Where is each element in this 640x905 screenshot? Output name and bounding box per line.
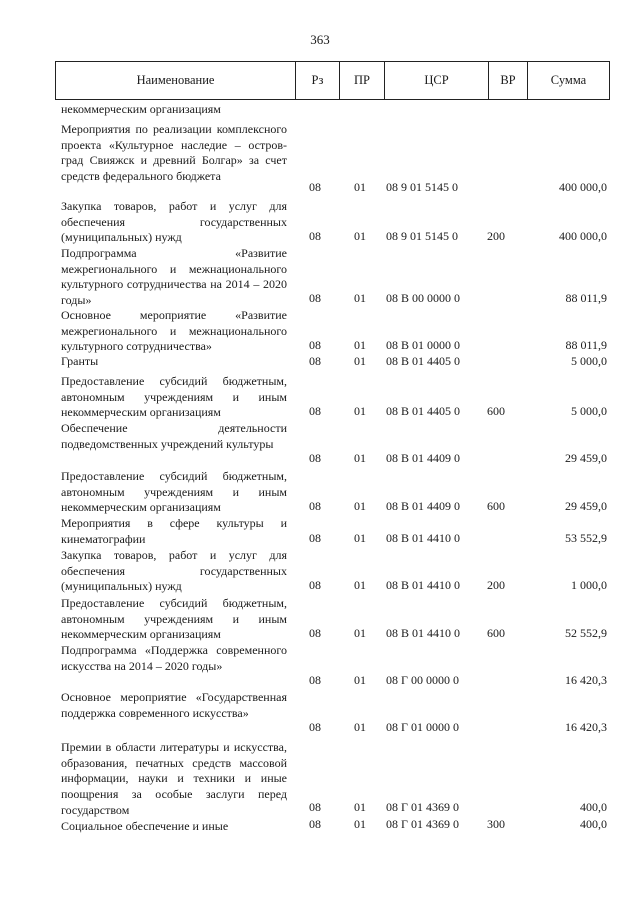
row-vr: 200 xyxy=(487,229,505,243)
row-pr: 01 xyxy=(354,499,366,513)
header-name: Наименование xyxy=(136,73,215,87)
row-rz: 08 xyxy=(309,229,321,243)
table-body xyxy=(0,100,640,900)
row-pr: 01 xyxy=(354,531,366,545)
header-vr: ВР xyxy=(488,62,527,99)
row-sum: 400,0 xyxy=(580,800,607,814)
row-sum: 16 420,3 xyxy=(565,720,607,734)
row-vr: 600 xyxy=(487,404,505,418)
row-rz: 08 xyxy=(309,404,321,418)
row-vr: 600 xyxy=(487,626,505,640)
row-name: Основное мероприятие «Развитие межрегионального и межнационального культурного сотрудничества» xyxy=(61,308,287,354)
row-rz: 08 xyxy=(309,817,321,831)
row-name: Закупка товаров, работ и услуг для обеспечения государственных (муниципальных) нужд xyxy=(61,548,287,594)
row-rz: 08 xyxy=(309,338,321,352)
row-sum: 88 011,9 xyxy=(565,291,607,305)
row-pr: 01 xyxy=(354,354,366,368)
row-csr: 08 В 01 4410 0 xyxy=(386,578,461,592)
row-name: Мероприятия в сфере культуры и кинематографии xyxy=(61,516,287,546)
row-sum: 400,0 xyxy=(580,817,607,831)
row-csr: 08 9 01 5145 0 xyxy=(386,229,458,243)
row-pr: 01 xyxy=(354,404,366,418)
row-name: Предоставление субсидий бюджетным, автономным учреждениям и иным некоммерческим организациям xyxy=(61,374,287,420)
row-pr: 01 xyxy=(354,229,366,243)
row-csr: 08 В 01 0000 0 xyxy=(386,338,461,352)
row-name: Социальное обеспечение и иные xyxy=(61,819,229,833)
row-vr: 200 xyxy=(487,578,505,592)
row-vr: 300 xyxy=(487,817,505,831)
row-csr: 08 В 01 4409 0 xyxy=(386,451,461,465)
row-rz: 08 xyxy=(309,451,321,465)
row-sum: 5 000,0 xyxy=(571,404,607,418)
header-pr: ПР xyxy=(339,62,384,99)
row-csr: 08 В 01 4410 0 xyxy=(386,531,461,545)
row-rz: 08 xyxy=(309,626,321,640)
header-rz: Рз xyxy=(295,62,339,99)
row-pr: 01 xyxy=(354,626,366,640)
row-rz: 08 xyxy=(309,291,321,305)
row-sum: 29 459,0 xyxy=(565,451,607,465)
row-pr: 01 xyxy=(354,720,366,734)
row-csr: 08 В 01 4410 0 xyxy=(386,626,461,640)
row-pr: 01 xyxy=(354,673,366,687)
row-name: Закупка товаров, работ и услуг для обеспечения государственных (муниципальных) нужд xyxy=(61,199,287,245)
row-sum: 29 459,0 xyxy=(565,499,607,513)
row-name: Гранты xyxy=(61,354,99,368)
row-pr: 01 xyxy=(354,291,366,305)
row-name: Основное мероприятие «Государственная поддержка современного искусства» xyxy=(61,690,287,720)
row-name: Подпрограмма «Развитие межрегионального и межнационального культурного сотрудничества на 2014 – 2020 годы» xyxy=(61,246,287,308)
row-sum: 16 420,3 xyxy=(565,673,607,687)
row-pr: 01 xyxy=(354,800,366,814)
page-number: 363 xyxy=(310,32,330,47)
row-rz: 08 xyxy=(309,720,321,734)
table-header xyxy=(55,61,610,100)
row-rz: 08 xyxy=(309,499,321,513)
row-rz: 08 xyxy=(309,354,321,368)
row-sum: 88 011,9 xyxy=(565,338,607,352)
row-csr: 08 Г 01 0000 0 xyxy=(386,720,459,734)
row-sum: 400 000,0 xyxy=(559,180,607,194)
row-name: Предоставление субсидий бюджетным, автономным учреждениям и иным некоммерческим организациям xyxy=(61,596,287,642)
row-csr: 08 9 01 5145 0 xyxy=(386,180,458,194)
row-csr: 08 Г 01 4369 0 xyxy=(386,800,459,814)
row-rz: 08 xyxy=(309,180,321,194)
row-csr: 08 Г 01 4369 0 xyxy=(386,817,459,831)
row-csr: 08 В 01 4409 0 xyxy=(386,499,461,513)
row-name: Предоставление субсидий бюджетным, автономным учреждениям и иным некоммерческим организациям xyxy=(61,469,287,515)
row-sum: 400 000,0 xyxy=(559,229,607,243)
row-csr: 08 В 00 0000 0 xyxy=(386,291,461,305)
row-name: Мероприятия по реализации комплексного проекта «Культурное наследие – остров-град Свияжск и древний Болгар» за счет средств федерального бюджета xyxy=(61,122,287,184)
row-rz: 08 xyxy=(309,578,321,592)
row-sum: 1 000,0 xyxy=(571,578,607,592)
header-sum: Сумма xyxy=(527,62,609,99)
row-sum: 5 000,0 xyxy=(571,354,607,368)
row-pr: 01 xyxy=(354,817,366,831)
row-sum: 52 552,9 xyxy=(565,626,607,640)
row-csr: 08 В 01 4405 0 xyxy=(386,354,461,368)
header-csr: ЦСР xyxy=(384,62,488,99)
row-vr: 600 xyxy=(487,499,505,513)
row-pr: 01 xyxy=(354,451,366,465)
row-sum: 53 552,9 xyxy=(565,531,607,545)
row-name: некоммерческим организациям xyxy=(61,102,221,116)
row-rz: 08 xyxy=(309,673,321,687)
row-name: Обеспечение деятельности подведомственных учреждений культуры xyxy=(61,421,287,451)
row-name: Подпрограмма «Поддержка современного искусства на 2014 – 2020 годы» xyxy=(61,643,287,673)
row-rz: 08 xyxy=(309,800,321,814)
row-csr: 08 В 01 4405 0 xyxy=(386,404,461,418)
row-csr: 08 Г 00 0000 0 xyxy=(386,673,459,687)
row-pr: 01 xyxy=(354,578,366,592)
row-name: Премии в области литературы и искусства, образования, печатных средств массовой информации, науки и техники и иные поощрения за особые заслуги перед государством xyxy=(61,740,287,817)
row-rz: 08 xyxy=(309,531,321,545)
row-pr: 01 xyxy=(354,338,366,352)
row-pr: 01 xyxy=(354,180,366,194)
